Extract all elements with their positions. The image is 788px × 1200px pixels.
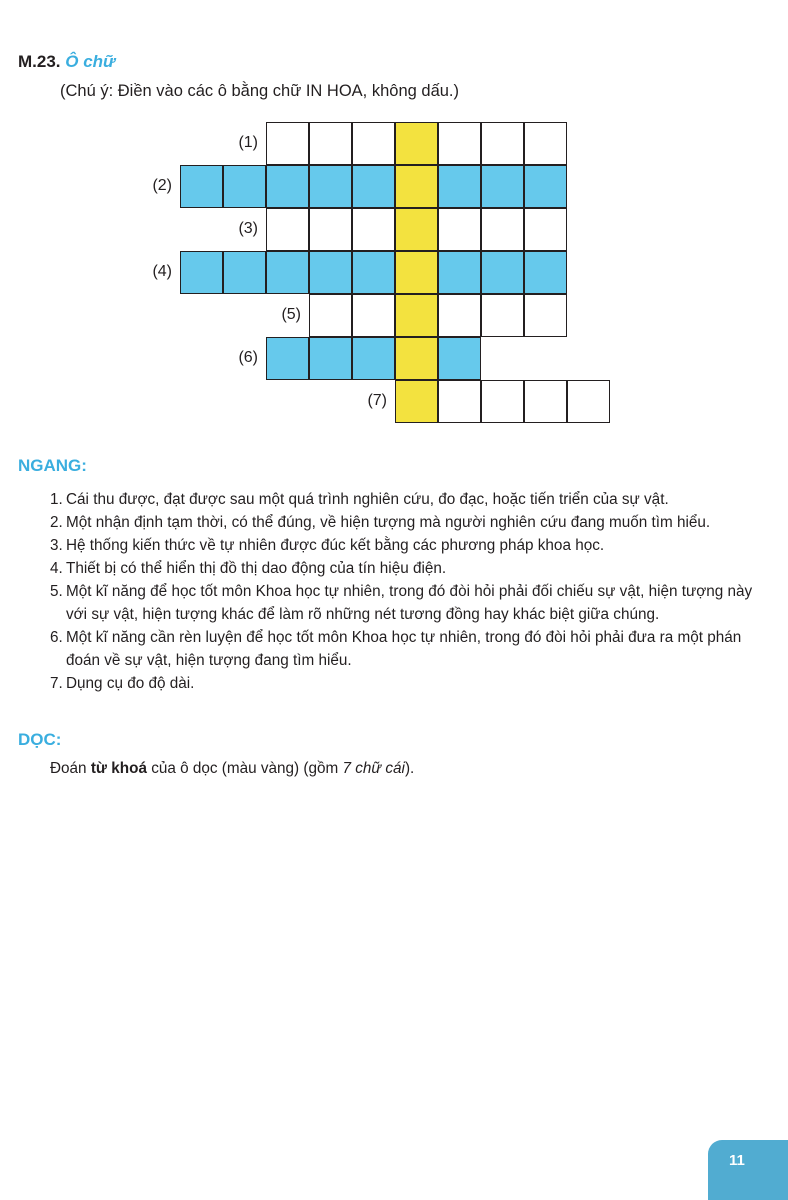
crossword-cell[interactable] xyxy=(524,251,567,294)
crossword-cell[interactable] xyxy=(438,337,481,380)
crossword-cell[interactable] xyxy=(438,165,481,208)
crossword-cell[interactable] xyxy=(567,380,610,423)
row-label: (5) xyxy=(281,306,301,323)
crossword-cell[interactable] xyxy=(223,165,266,208)
down-clue xyxy=(50,760,414,778)
crossword-cell[interactable] xyxy=(309,165,352,208)
crossword-cell[interactable] xyxy=(223,251,266,294)
crossword-cell[interactable] xyxy=(438,208,481,251)
crossword-cell[interactable] xyxy=(352,165,395,208)
crossword-cell[interactable] xyxy=(438,251,481,294)
row-label: (4) xyxy=(152,263,172,280)
page-number: 11 xyxy=(708,1140,788,1200)
down-clue-count: 7 chữ cái xyxy=(342,760,405,777)
crossword-cell[interactable] xyxy=(266,165,309,208)
crossword-cell[interactable] xyxy=(352,294,395,337)
clue-number: 4. xyxy=(50,560,63,577)
clue-text: Một nhận định tạm thời, có thể đúng, về hiện tượng mà người nghiên cứu đang muốn tìm hiểu. xyxy=(66,514,711,531)
down-clue-suffix: ). xyxy=(404,760,415,777)
crossword-cell[interactable] xyxy=(524,208,567,251)
across-title: NGANG: xyxy=(18,456,87,475)
down-clue-middle: của ô dọc (màu vàng) (gồm xyxy=(146,760,343,777)
crossword-cell[interactable] xyxy=(266,337,309,380)
crossword-cell[interactable] xyxy=(352,122,395,165)
clue-item xyxy=(50,534,760,557)
clue-number: 6. xyxy=(50,629,63,646)
key-cell[interactable] xyxy=(395,165,438,208)
clue-text: Hệ thống kiến thức về tự nhiên được đúc kết bằng các phương pháp khoa học. xyxy=(66,537,605,554)
crossword-grid xyxy=(0,0,788,440)
crossword-cell[interactable] xyxy=(309,294,352,337)
row-label: (3) xyxy=(238,220,258,237)
clue-text: Cái thu được, đạt được sau một quá trình nghiên cứu, đo đạc, hoặc tiến triển của sự vật. xyxy=(66,491,669,508)
crossword-cell[interactable] xyxy=(438,122,481,165)
clue-number: 7. xyxy=(50,675,63,692)
key-cell[interactable] xyxy=(395,380,438,423)
down-clue-prefix: Đoán xyxy=(50,760,91,777)
crossword-cell[interactable] xyxy=(309,122,352,165)
exercise-title: Ô chữ xyxy=(65,52,116,71)
clue-item xyxy=(50,557,760,580)
crossword-cell[interactable] xyxy=(481,380,524,423)
crossword-cell[interactable] xyxy=(180,251,223,294)
row-label: (1) xyxy=(238,134,258,151)
crossword-cell[interactable] xyxy=(481,294,524,337)
crossword-cell[interactable] xyxy=(481,122,524,165)
clue-item xyxy=(50,580,760,626)
clue-item xyxy=(50,626,760,672)
key-cell[interactable] xyxy=(395,294,438,337)
crossword-cell[interactable] xyxy=(438,294,481,337)
clue-number: 1. xyxy=(50,491,63,508)
down-clue-keyword: từ khoá xyxy=(90,760,147,777)
key-cell[interactable] xyxy=(395,122,438,165)
crossword-cell[interactable] xyxy=(352,337,395,380)
crossword-cell[interactable] xyxy=(266,208,309,251)
clue-item xyxy=(50,511,760,534)
crossword-cell[interactable] xyxy=(266,122,309,165)
clue-item xyxy=(50,672,760,695)
clue-text: Dụng cụ đo độ dài. xyxy=(66,675,195,692)
clue-text: Thiết bị có thể hiển thị đồ thị dao động của tín hiệu điện. xyxy=(66,560,447,577)
row-label: (6) xyxy=(238,349,258,366)
clue-number: 5. xyxy=(50,583,63,600)
crossword-cell[interactable] xyxy=(438,380,481,423)
instruction-note: (Chú ý: Điền vào các ô bằng chữ IN HOA, không dấu.) xyxy=(60,82,459,100)
crossword-cell[interactable] xyxy=(352,208,395,251)
clue-text: Một kĩ năng cần rèn luyện để học tốt môn Khoa học tự nhiên, trong đó đòi hỏi phải đưa ra một phán đoán về sự vật, hiện tượng đang tìm hiểu. xyxy=(66,629,742,669)
crossword-cell[interactable] xyxy=(524,122,567,165)
crossword-cell[interactable] xyxy=(309,251,352,294)
clue-number: 2. xyxy=(50,514,63,531)
exercise-code: M.23. xyxy=(18,52,61,71)
across-clue-list xyxy=(50,488,760,695)
key-cell[interactable] xyxy=(395,251,438,294)
crossword-cell[interactable] xyxy=(481,251,524,294)
crossword-cell[interactable] xyxy=(524,380,567,423)
crossword-cell[interactable] xyxy=(481,208,524,251)
crossword-cell[interactable] xyxy=(524,165,567,208)
clue-number: 3. xyxy=(50,537,63,554)
row-label: (2) xyxy=(152,177,172,194)
down-title: DỌC: xyxy=(18,730,62,749)
crossword-cell[interactable] xyxy=(481,165,524,208)
clue-text: Một kĩ năng để học tốt môn Khoa học tự nhiên, trong đó đòi hỏi phải đối chiếu sự vật, hiện tượng này với sự vật, hiện tượng khác để làm rõ những nét tương đồng hay khác biệt giữa chúng. xyxy=(66,583,753,623)
clue-item xyxy=(50,488,760,511)
crossword-cell[interactable] xyxy=(309,208,352,251)
crossword-cell[interactable] xyxy=(266,251,309,294)
key-cell[interactable] xyxy=(395,208,438,251)
row-label: (7) xyxy=(367,392,387,409)
crossword-cell[interactable] xyxy=(524,294,567,337)
key-cell[interactable] xyxy=(395,337,438,380)
crossword-cell[interactable] xyxy=(352,251,395,294)
crossword-cell[interactable] xyxy=(180,165,223,208)
crossword-cell[interactable] xyxy=(309,337,352,380)
